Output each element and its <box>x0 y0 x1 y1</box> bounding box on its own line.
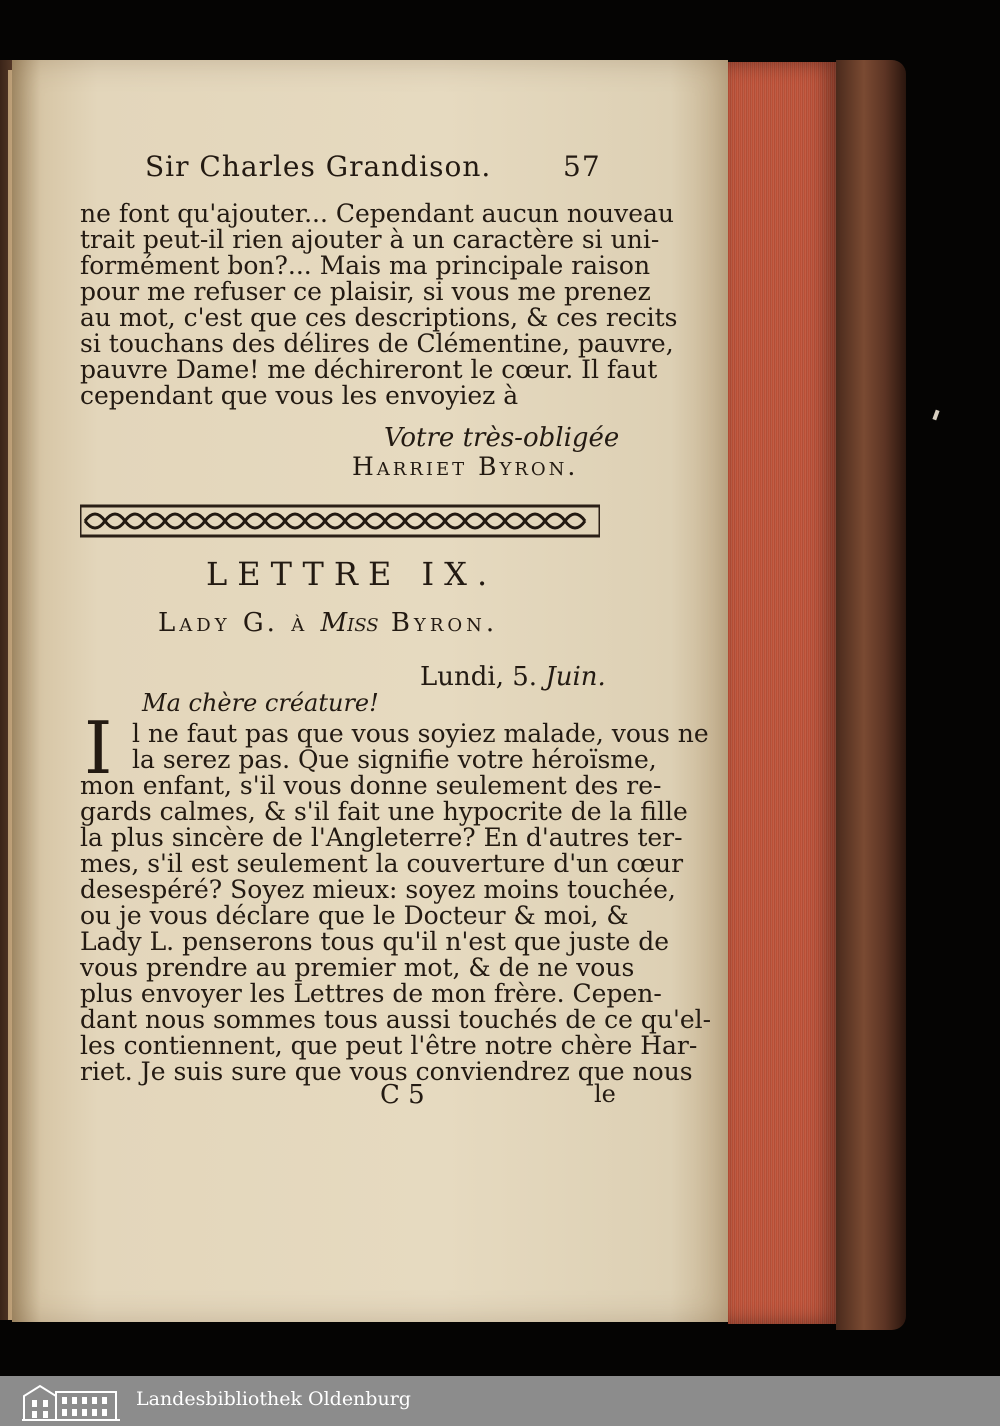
signature-mark: C 5 <box>380 1080 425 1110</box>
page-number: 57 <box>563 150 601 183</box>
salutation: Ma chère créature! <box>142 689 379 717</box>
running-header <box>145 150 601 183</box>
date-prefix: Lundi, 5. <box>420 662 546 692</box>
text-line: la serez pas. Que signifie votre héroïsme, <box>132 745 657 774</box>
footer-label[interactable]: Landesbibliothek Oldenburg <box>136 1388 411 1410</box>
text-line: au mot, c'est que ces descriptions, & ces recits <box>80 303 678 332</box>
page-edges <box>728 62 838 1324</box>
letter-title: LETTRE IX. <box>206 555 498 593</box>
letter-subtitle <box>158 608 498 638</box>
library-building-icon <box>20 1380 124 1422</box>
catchword: le <box>594 1080 616 1108</box>
text-line: trait peut-il rien ajouter à un caractère si uni- <box>80 225 660 254</box>
signature-name: Harriet Byron. <box>352 452 579 481</box>
library-footer <box>0 1376 1000 1426</box>
text-line: mon enfant, s'il vous donne seulement des re- <box>80 771 662 800</box>
text-line: pour me refuser ce plaisir, si vous me prenez <box>80 277 651 306</box>
dust-mark <box>932 410 939 421</box>
text-line: Lady L. penserons tous qu'il n'est que juste de <box>80 927 670 956</box>
text-line: pauvre Dame! me déchireront le cœur. Il faut <box>80 355 658 384</box>
letter-date <box>420 662 606 692</box>
date-italic: Juin. <box>545 662 606 692</box>
text-line: vous prendre au premier mot, & de ne vous <box>80 953 635 982</box>
text-line: mes, s'il est seulement la couverture d'un cœur <box>80 849 684 878</box>
text-line: l ne faut pas que vous soyiez malade, vous ne <box>132 719 709 748</box>
text-line: riet. Je suis sure que vous conviendrez que nous <box>80 1057 693 1086</box>
text-line: ne font qu'ajouter... Cependant aucun nouveau <box>80 199 675 228</box>
text-line: dant nous sommes tous aussi touchés de ce qu'el- <box>80 1005 712 1034</box>
text-line: ou je vous déclare que le Docteur & moi, & <box>80 901 629 930</box>
drop-cap: I <box>84 706 113 790</box>
subtitle-suffix: Byron. <box>378 608 499 638</box>
text-line: plus envoyer les Lettres de mon frère. Cepen- <box>80 979 662 1008</box>
subtitle-italic: Miss <box>320 608 379 638</box>
signature-closing: Votre très-obligée <box>384 423 620 453</box>
book-cover <box>836 60 906 1330</box>
text-line: si touchans des délires de Clémentine, pauvre, <box>80 329 674 358</box>
text-line: formément bon?... Mais ma principale raison <box>80 251 651 280</box>
ornament-divider <box>80 504 600 538</box>
text-line: cependant que vous les envoyiez à <box>80 381 519 410</box>
text-line: les contiennent, que peut l'être notre chère Har- <box>80 1031 698 1060</box>
text-line: la plus sincère de l'Angleterre? En d'autres ter- <box>80 823 683 852</box>
text-line: gards calmes, & s'il fait une hypocrite de la fille <box>80 797 688 826</box>
running-title: Sir Charles Grandison. <box>145 150 492 183</box>
subtitle-prefix: Lady G. à <box>158 608 321 638</box>
text-line: desespéré? Soyez mieux: soyez moins touchée, <box>80 875 676 904</box>
